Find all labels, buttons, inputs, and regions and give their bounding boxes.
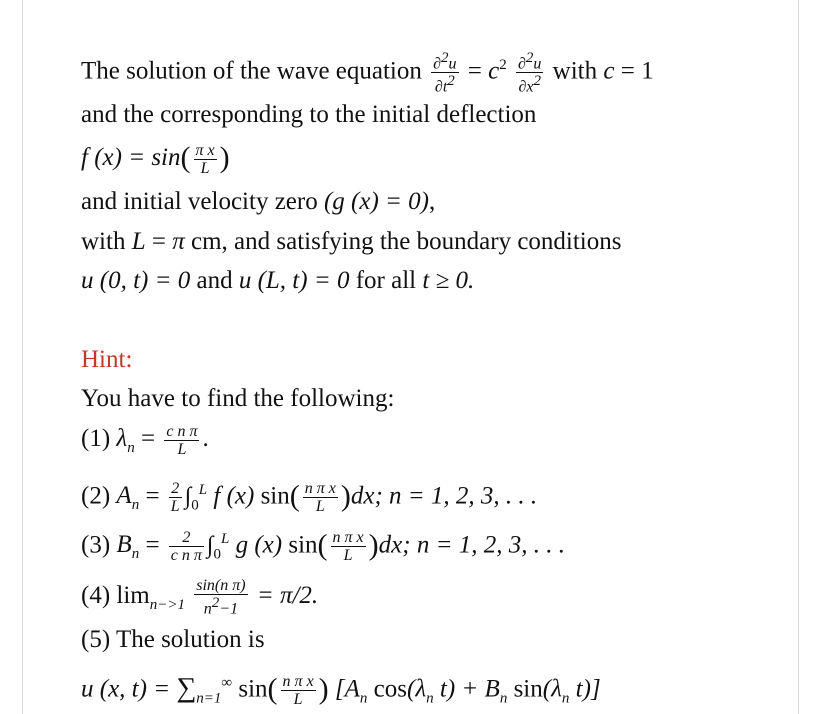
velocity-comma: , — [429, 188, 436, 215]
for-all-text: for all — [355, 267, 417, 294]
problem-intro-text: The solution of the wave equation — [81, 57, 422, 85]
item-2-label: (2) — [81, 482, 111, 510]
page-border-right — [798, 0, 799, 714]
c-value: = 1 — [620, 57, 654, 85]
problem-line-6 — [81, 266, 474, 296]
velocity-text: and initial velocity zero — [81, 188, 318, 215]
hint-intro: You have to find the following: — [81, 385, 395, 412]
and-text: and — [196, 267, 233, 294]
hint-item-1: (1) $\lambda_n$ = $\frac{\text{c n π}}{L}$ . — [81, 423, 209, 458]
deflection-lhs: f (x) = sin — [81, 144, 181, 172]
hint-item-4: (4) $\lim_{n->1}$ $\frac{\text{sin(n π)}}{n^2-1}$ = π/2. — [81, 577, 319, 618]
time-condition: t ≥ 0. — [422, 267, 475, 294]
item-3-tail: dx; n = 1, 2, 3, . . . — [378, 531, 565, 559]
initial-deflection: f (x) = sin( $\frac{\text{π x}}{L}$ ) — [81, 141, 230, 177]
item-4-label: (4) — [81, 581, 111, 609]
boundary-right: u (L, t) = 0 — [238, 267, 350, 294]
hint-label: Hint: — [81, 346, 133, 373]
velocity-math: (g (x) = 0) — [323, 188, 429, 215]
deflection-frac-den: L — [200, 160, 210, 177]
problem-line-2: and the corresponding to the initial deflection — [81, 101, 537, 128]
wave-eq-lhs-fraction: $\frac{\partial^2u}{\partial t^2}$ — [433, 50, 457, 96]
deflection-frac-num: π x — [195, 142, 215, 159]
problem-line-5: with L = π cm, and satisfying the boundary conditions — [81, 228, 622, 255]
wave-eq-rhs-fraction: $\frac{\partial^2u}{\partial x^2}$ — [518, 50, 542, 96]
boundary-text: cm, and satisfying the boundary conditions — [191, 228, 622, 255]
hint-item-2: (2) $A_n$ = $\frac{2}{L}$ $\int_0^L$ f (x) sin( $\frac{\text{n π x}}{L}$ )dx; n = 1, 2, 3, . . . — [81, 479, 538, 516]
item-2-tail: dx; n = 1, 2, 3, . . . — [350, 482, 538, 510]
solution-formula: u (x, $t) = \sum_{n=1}^\infty$ sin( $\frac{\text{n π x}}{L}$ ) [$A_n$ $\cos(\lambda_n$ $t) + B_n$ $\sin(\lambda_n$ t)] — [81, 672, 601, 709]
page-border-left — [22, 0, 23, 714]
with-L-text: with — [81, 228, 126, 255]
problem-line-4 — [81, 187, 435, 217]
with-text: with — [552, 57, 598, 85]
boundary-left: u (0, t) = 0 — [81, 267, 191, 294]
item-4-result: = π/2. — [256, 581, 319, 609]
item-1-label: (1) — [81, 425, 111, 453]
item-3-label: (3) — [81, 531, 111, 559]
hint-item-3: (3) $B_n$ = $\frac{2}{\text{c n π}}$ $\int_0^L$ g (x) sin( $\frac{\text{n π x}}{L}$ )dx; n = 1, 2, 3, . . . — [81, 528, 565, 565]
problem-line-1: The solution of the wave equation $\frac{\partial^2u}{\partial t^2}$ = $c^2$ $\frac{\partial^2u}{\partial x^2}$ with c = 1 — [81, 50, 654, 96]
hint-item-5: (5) The solution is — [81, 626, 265, 653]
